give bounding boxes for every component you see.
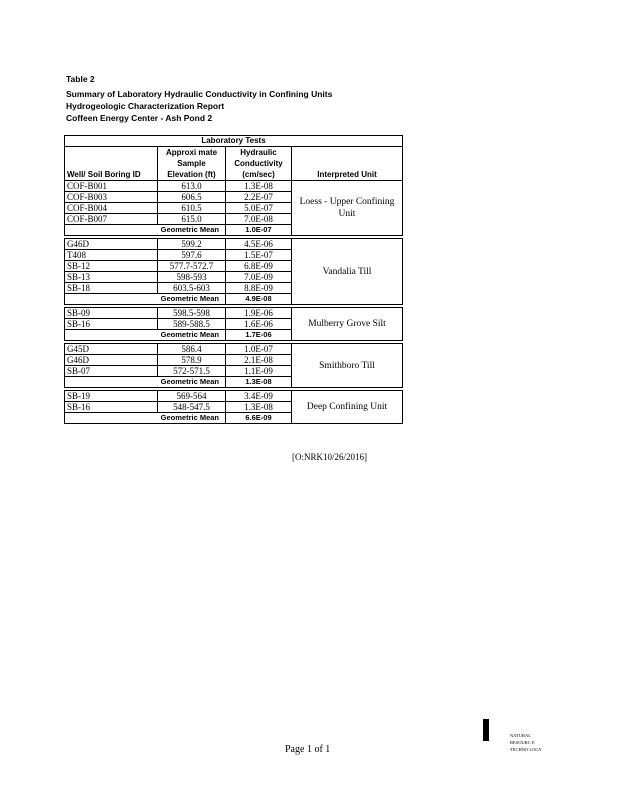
table-row	[65, 181, 403, 192]
boring-id: SB-19	[65, 391, 158, 402]
interpreted-unit: Deep Confining Unit	[292, 391, 403, 424]
site-title: Coffeen Energy Center - Ash Pond 2	[66, 113, 213, 123]
interpreted-unit: Mulberry Grove Silt	[292, 308, 403, 341]
boring-id: G46D	[65, 355, 158, 366]
company-logo: NATURAL RESOURC E TECHNO LOGY	[510, 733, 542, 752]
hydraulic-conductivity: 7.0E-08	[226, 214, 292, 225]
sample-elevation: 606.5	[158, 192, 226, 203]
geometric-mean-label: Geometric Mean	[65, 377, 226, 388]
sample-elevation: 598-593	[158, 272, 226, 283]
boring-id: COF-B007	[65, 214, 158, 225]
table-row	[65, 239, 403, 250]
hydraulic-conductivity: 1.0E-07	[226, 344, 292, 355]
reference-code: [O:NRK10/26/2016]	[292, 452, 367, 462]
boring-id: SB-13	[65, 272, 158, 283]
geometric-mean-label: Geometric Mean	[65, 225, 226, 236]
boring-id: COF-B003	[65, 192, 158, 203]
report-title: Hydrogeologic Characterization Report	[66, 101, 225, 111]
boring-id: G46D	[65, 239, 158, 250]
sample-elevation: 613.0	[158, 181, 226, 192]
column-header-row	[65, 147, 403, 181]
geometric-mean-value: 1.0E-07	[226, 225, 292, 236]
hydraulic-conductivity: 2.2E-07	[226, 192, 292, 203]
hydraulic-conductivity: 1.5E-07	[226, 250, 292, 261]
boring-id: SB-07	[65, 366, 158, 377]
boring-id: SB-09	[65, 308, 158, 319]
logo-bar-icon	[483, 719, 489, 741]
table-row	[65, 391, 403, 402]
geometric-mean-value: 1.3E-08	[226, 377, 292, 388]
boring-id: SB-18	[65, 283, 158, 294]
sample-elevation: 577.7-572.7	[158, 261, 226, 272]
hydraulic-conductivity: 2.1E-08	[226, 355, 292, 366]
sample-elevation: 599.2	[158, 239, 226, 250]
interpreted-unit: Smithboro Till	[292, 344, 403, 388]
col-header-id: Well/ Soil Boring ID	[65, 147, 158, 181]
boring-id: G45D	[65, 344, 158, 355]
sample-elevation: 586.4	[158, 344, 226, 355]
sample-elevation: 603.5-603	[158, 283, 226, 294]
hydraulic-conductivity: 1.6E-06	[226, 319, 292, 330]
hydraulic-conductivity: 3.4E-09	[226, 391, 292, 402]
sample-elevation: 572-571.5	[158, 366, 226, 377]
sample-elevation: 548-547.5	[158, 402, 226, 413]
sample-elevation: 597.6	[158, 250, 226, 261]
geometric-mean-label: Geometric Mean	[65, 330, 226, 341]
sample-elevation: 615.0	[158, 214, 226, 225]
hydraulic-conductivity: 8.8E-09	[226, 283, 292, 294]
geometric-mean-value: 6.6E-09	[226, 413, 292, 424]
hydraulic-conductivity: 1.3E-08	[226, 402, 292, 413]
conductivity-table	[64, 135, 403, 424]
boring-id: SB-16	[65, 319, 158, 330]
table-row	[65, 344, 403, 355]
lab-tests-label: Laboratory Tests	[65, 136, 403, 147]
hydraulic-conductivity: 1.9E-06	[226, 308, 292, 319]
hydraulic-conductivity: 7.0E-09	[226, 272, 292, 283]
hydraulic-conductivity: 6.8E-09	[226, 261, 292, 272]
geometric-mean-label: Geometric Mean	[65, 294, 226, 305]
col-header-conductivity: Hydraulic Conductivity (cm/sec)	[226, 147, 292, 181]
boring-id: SB-16	[65, 402, 158, 413]
table-row	[65, 308, 403, 319]
col-header-unit: Interpreted Unit	[292, 147, 403, 181]
col-header-elevation: Approxi mate Sample Elevation (ft)	[158, 147, 226, 181]
boring-id: SB-12	[65, 261, 158, 272]
sample-elevation: 598.5-598	[158, 308, 226, 319]
boring-id: COF-B001	[65, 181, 158, 192]
table-number: Table 2	[66, 74, 95, 84]
boring-id: T408	[65, 250, 158, 261]
page-number: Page 1 of 1	[285, 744, 331, 755]
interpreted-unit: Loess - Upper Confining Unit	[292, 181, 403, 236]
sample-elevation: 569-564	[158, 391, 226, 402]
hydraulic-conductivity: 4.5E-06	[226, 239, 292, 250]
geometric-mean-value: 1.7E-06	[226, 330, 292, 341]
geometric-mean-value: 4.9E-08	[226, 294, 292, 305]
hydraulic-conductivity: 5.0E-07	[226, 203, 292, 214]
sample-elevation: 589-588.5	[158, 319, 226, 330]
interpreted-unit: Vandalia Till	[292, 239, 403, 305]
boring-id: COF-B004	[65, 203, 158, 214]
lab-tests-header-row	[65, 136, 403, 147]
hydraulic-conductivity: 1.1E-09	[226, 366, 292, 377]
sample-elevation: 610.5	[158, 203, 226, 214]
table-title: Summary of Laboratory Hydraulic Conductivity in Confining Units	[66, 89, 333, 99]
hydraulic-conductivity: 1.3E-08	[226, 181, 292, 192]
geometric-mean-label: Geometric Mean	[65, 413, 226, 424]
sample-elevation: 578.9	[158, 355, 226, 366]
